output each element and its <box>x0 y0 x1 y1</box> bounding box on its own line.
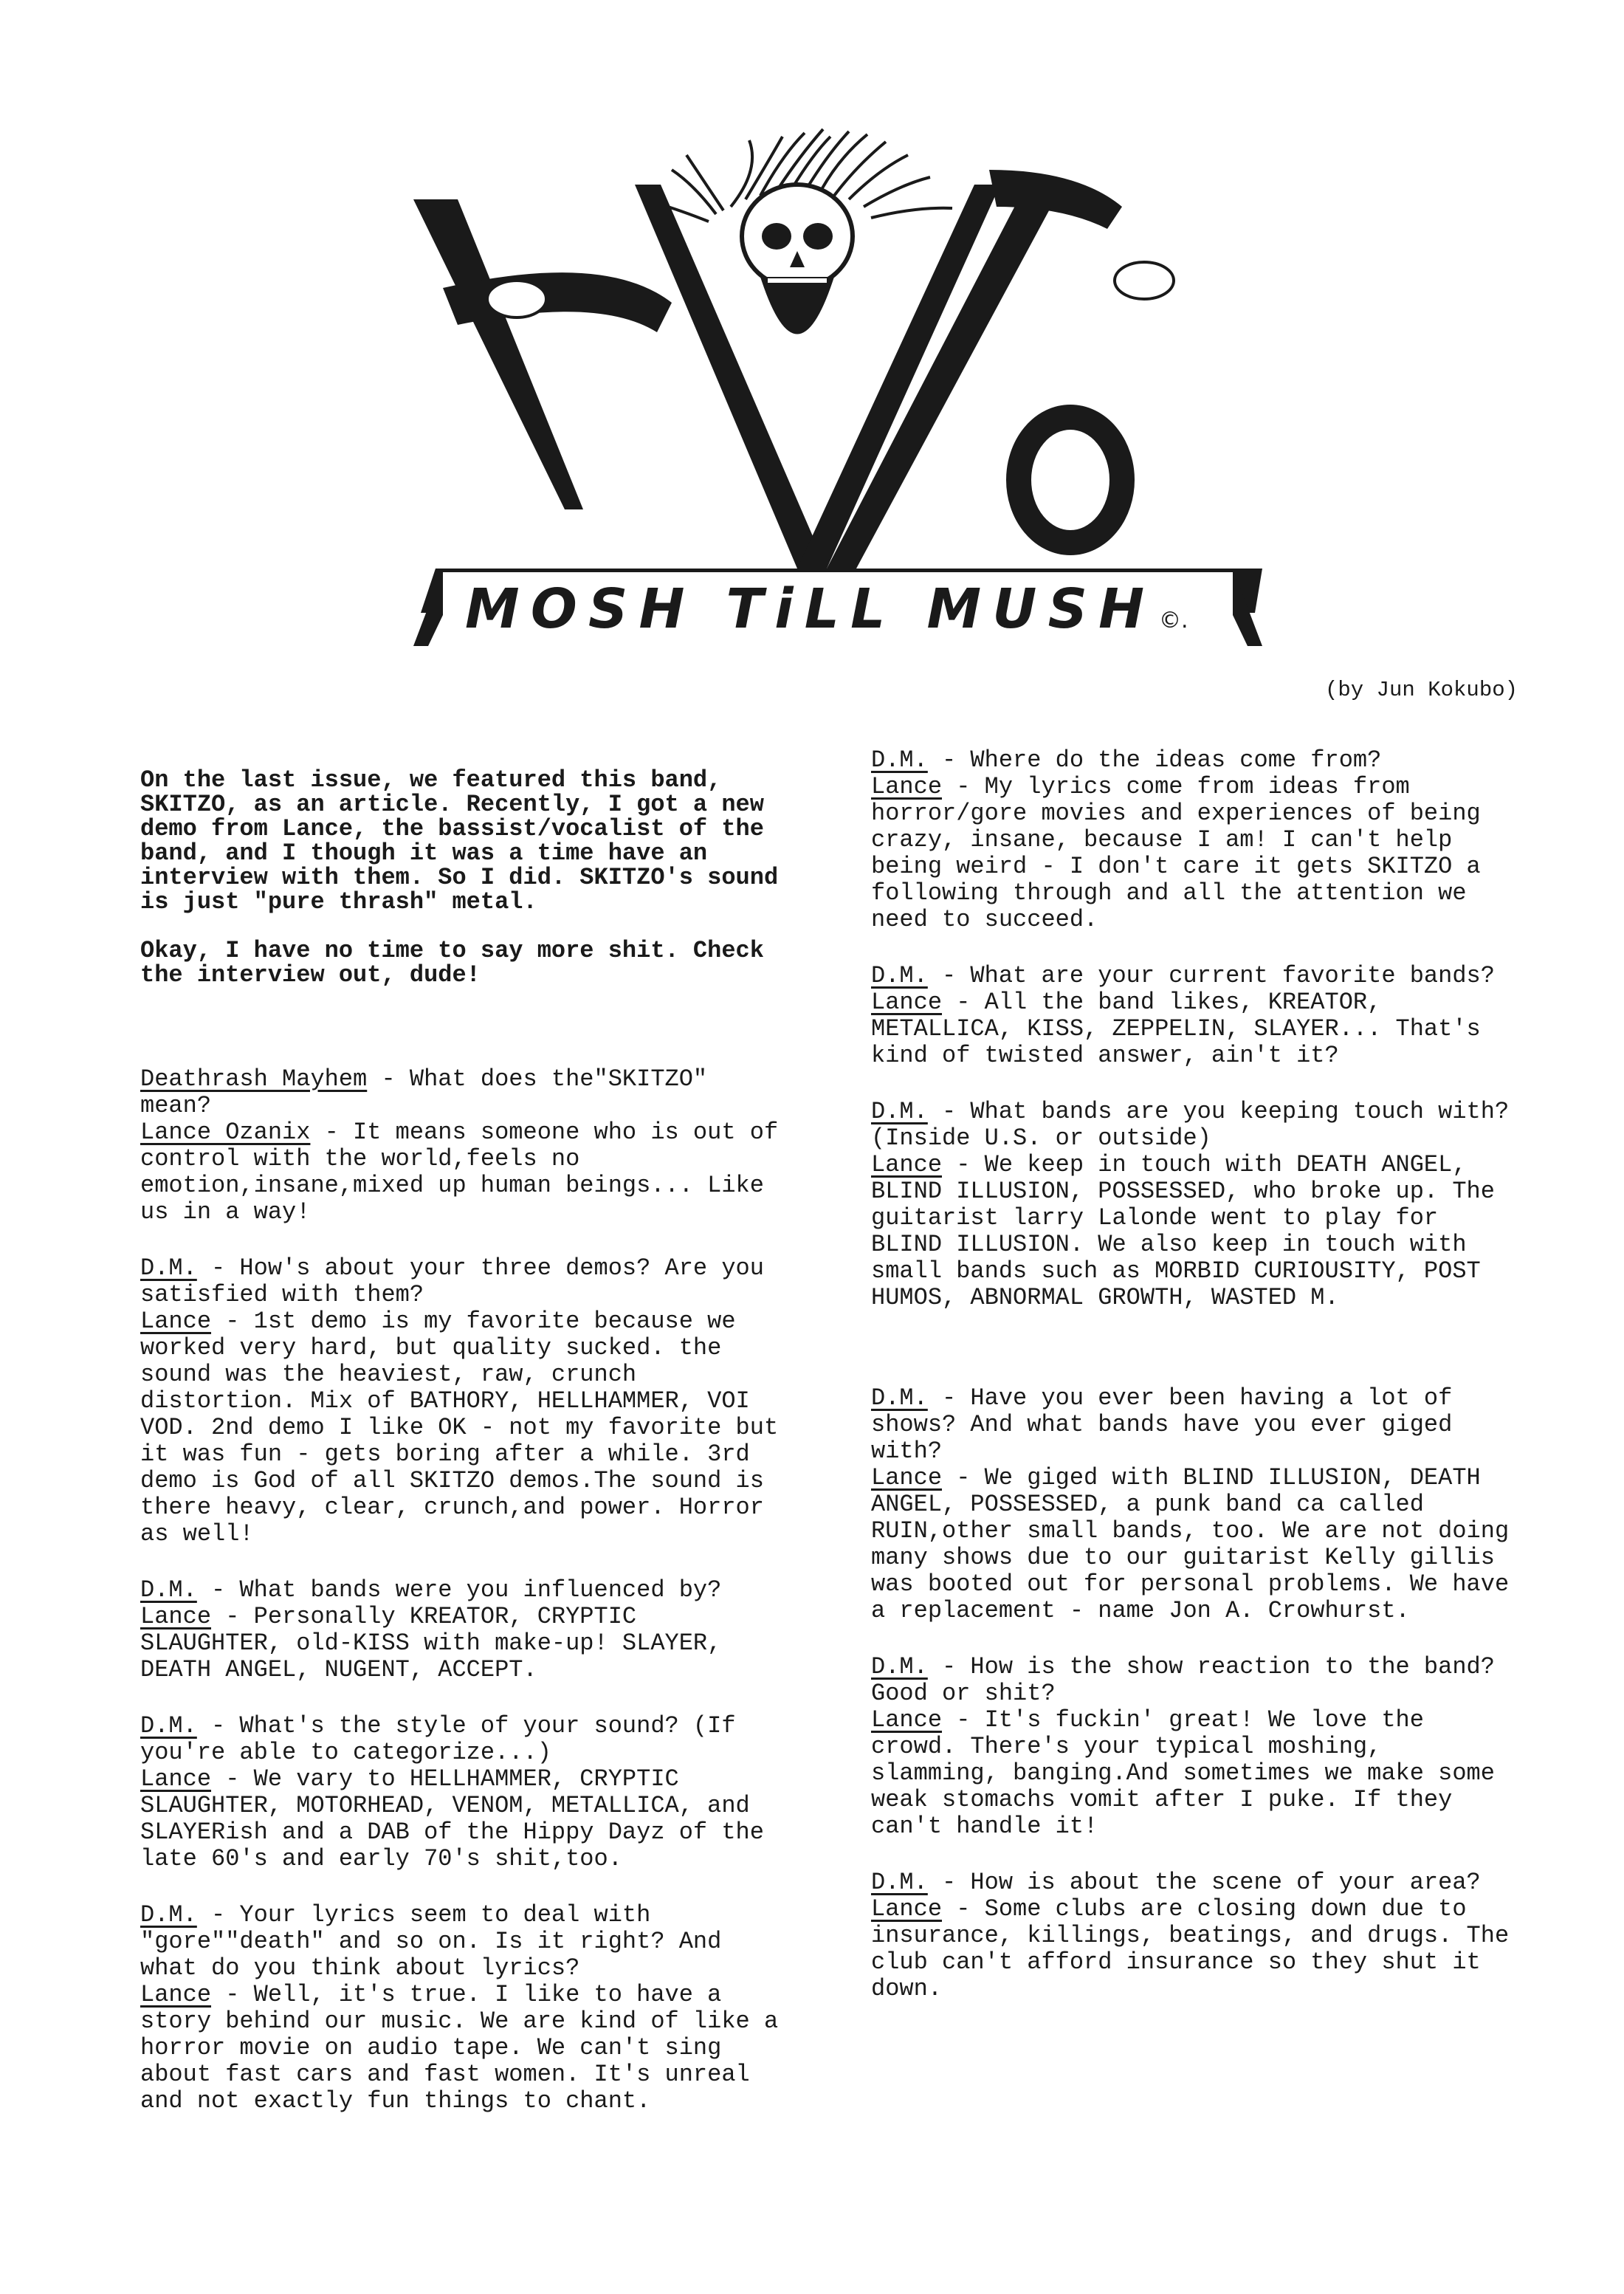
answer-text: - We keep in touch with DEATH ANGEL, BLIND ILLUSION, POSSESSED, who broke up. The guitarist larry Lalonde went to play for BLIND ILLUSION. We also keep in touch with small bands such as MORBID CURIOUSITY, POST HUMOS, ABNORMAL GROWTH, WASTED M. <box>871 1151 1495 1311</box>
answer-text: - It's fuckin' great! We love the crowd. There's your typical moshing, slamming, banging.And sometimes we make some weak stomachs vomit after I puke. If they can't handle it! <box>871 1706 1495 1840</box>
question-text: - What does the"SKITZO" mean? <box>140 1065 708 1119</box>
question-text: - Have you ever been having a lot of shows? And what bands have you ever giged with? <box>871 1384 1453 1465</box>
interview-block <box>871 1654 1521 1840</box>
question-speaker: D.M. <box>871 962 928 989</box>
skull-icon <box>742 185 853 334</box>
interview-block <box>871 747 1521 933</box>
question-text: - What bands were you influenced by? <box>196 1576 722 1604</box>
question <box>140 1255 790 1308</box>
answer-speaker: Lance <box>140 1308 212 1335</box>
answer <box>140 1766 790 1872</box>
answer-text: - We giged with BLIND ILLUSION, DEATH ANGEL, POSSESSED, a punk band ca called RUIN,other small bands, too. We are not doing many shows due to our guitarist Kelly gillis was booted out for personal problems. We have a replacement - name Jon A. Crowhurst. <box>871 1464 1510 1624</box>
question-speaker: D.M. <box>871 1869 928 1896</box>
answer-text: - Well, it's true. I like to have a story behind our music. We are kind of like a horror movie on audio tape. We can't sing about fast cars and fast women. It's unreal and not exactly fun things to chant. <box>140 1981 779 2115</box>
answer-speaker: Lance <box>871 1464 943 1491</box>
intro-paragraph: Okay, I have no time to say more shit. Check the interview out, dude! <box>140 937 764 989</box>
logo-registered-mark: ©. <box>1159 608 1188 633</box>
question-text: - How is the show reaction to the band? Good or shit? <box>871 1653 1495 1707</box>
left-column <box>140 768 790 2115</box>
answer <box>871 1707 1521 1840</box>
question <box>871 963 1521 989</box>
question <box>871 1099 1521 1152</box>
answer <box>871 1152 1521 1311</box>
question-speaker: D.M. <box>871 1653 928 1680</box>
answer-text: - 1st demo is my favorite because we worked very hard, but quality sucked. the sound was the heaviest, raw, crunch distortion. Mix of BATHORY, HELLHAMMER, VOI VOD. 2nd demo I like OK - not my favorite but it was fun - gets boring after a while. 3rd demo is God of all SKITZO demos.The sound is there heavy, clear, crunch,and power. Horror as well! <box>140 1308 779 1548</box>
answer-speaker: Lance <box>140 1603 212 1630</box>
answer <box>871 1896 1521 2002</box>
byline: (by Jun Kokubo) <box>1325 678 1518 702</box>
answer <box>140 1119 790 1226</box>
question <box>140 1577 790 1604</box>
question <box>140 1066 790 1119</box>
interview-block <box>871 963 1521 1069</box>
answer <box>140 1982 790 2115</box>
answer-text: - Personally KREATOR, CRYPTIC SLAUGHTER, old-KISS with make-up! SLAYER, DEATH ANGEL, NUGENT, ACCEPT. <box>140 1603 722 1683</box>
right-column <box>871 747 1521 2002</box>
answer-speaker: Lance <box>140 1981 212 2008</box>
question-speaker: D.M. <box>871 746 928 774</box>
question-text: - Where do the ideas come from? <box>927 746 1382 774</box>
answer <box>871 774 1521 933</box>
answer <box>871 989 1521 1069</box>
answer-speaker: Lance <box>871 1706 943 1734</box>
question <box>140 1713 790 1766</box>
question <box>140 1902 790 1982</box>
interview-block <box>140 1902 790 2115</box>
answer-text: - All the band likes, KREATOR, METALLICA, KISS, ZEPPELIN, SLAYER... That's kind of twisted answer, ain't it? <box>871 989 1481 1069</box>
question-text: - Your lyrics seem to deal with "gore""death" and so on. Is it right? And what do you think about lyrics? <box>140 1901 722 1982</box>
interview-block <box>871 1099 1521 1311</box>
question-text: - How is about the scene of your area? <box>927 1869 1481 1896</box>
question-text: - What bands are you keeping touch with? (Inside U.S. or outside) <box>871 1098 1510 1152</box>
answer-speaker: Lance <box>871 1895 943 1923</box>
question-speaker: D.M. <box>140 1254 197 1282</box>
answer-speaker: Lance <box>871 1151 943 1178</box>
question-text: - What's the style of your sound? (If you're able to categorize...) <box>140 1712 736 1766</box>
logo-tagline: MOSH TiLL MUSH <box>465 577 1144 641</box>
question <box>871 1869 1521 1896</box>
answer-speaker: Lance Ozanix <box>140 1119 311 1146</box>
interview-block <box>140 1577 790 1683</box>
interview-block <box>140 1713 790 1872</box>
answer-text: - We vary to HELLHAMMER, CRYPTIC SLAUGHTER, MOTORHEAD, VENOM, METALLICA, and SLAYERish and a DAB of the Hippy Dayz of the late 60's and early 70's shit,too. <box>140 1765 764 1872</box>
answer-speaker: Lance <box>871 773 943 800</box>
question-speaker: Deathrash Mayhem <box>140 1065 368 1093</box>
skitzo-logo <box>413 126 1262 679</box>
answer-text: - It means someone who is out of control with the world,feels no emotion,insane,mixed up human beings... Like us in a way! <box>140 1119 779 1226</box>
answer-text: - Some clubs are closing down due to insurance, killings, beatings, and drugs. The club can't afford insurance so they shut it down. <box>871 1895 1510 2002</box>
question-speaker: D.M. <box>140 1712 197 1740</box>
question-speaker: D.M. <box>871 1384 928 1412</box>
answer-text: - My lyrics come from ideas from horror/gore movies and experiences of being crazy, insane, because I am! I can't help being weird - I don't care it gets SKITZO a following through and all the attention we need to succeed. <box>871 773 1481 933</box>
question-speaker: D.M. <box>140 1576 197 1604</box>
question <box>871 1385 1521 1465</box>
answer <box>140 1308 790 1548</box>
answer-speaker: Lance <box>871 989 943 1016</box>
interview-block <box>871 1385 1521 1624</box>
answer <box>140 1604 790 1683</box>
intro-paragraph: On the last issue, we featured this band, SKITZO, as an article. Recently, I got a new demo from Lance, the bassist/vocalist of the band, and I though it was a time have an interview with them. So I did. SKITZO's sound is just "pure thrash" metal. <box>140 766 779 916</box>
answer <box>871 1465 1521 1624</box>
question-text: - What are your current favorite bands? <box>927 962 1495 989</box>
question-text: - How's about your three demos? Are you satisfied with them? <box>140 1254 764 1308</box>
question <box>871 747 1521 774</box>
question <box>871 1654 1521 1707</box>
question-speaker: D.M. <box>140 1901 197 1929</box>
question-speaker: D.M. <box>871 1098 928 1125</box>
interview-block <box>140 1255 790 1548</box>
interview-block <box>871 1869 1521 2002</box>
interview-block <box>140 1066 790 1226</box>
answer-speaker: Lance <box>140 1765 212 1793</box>
